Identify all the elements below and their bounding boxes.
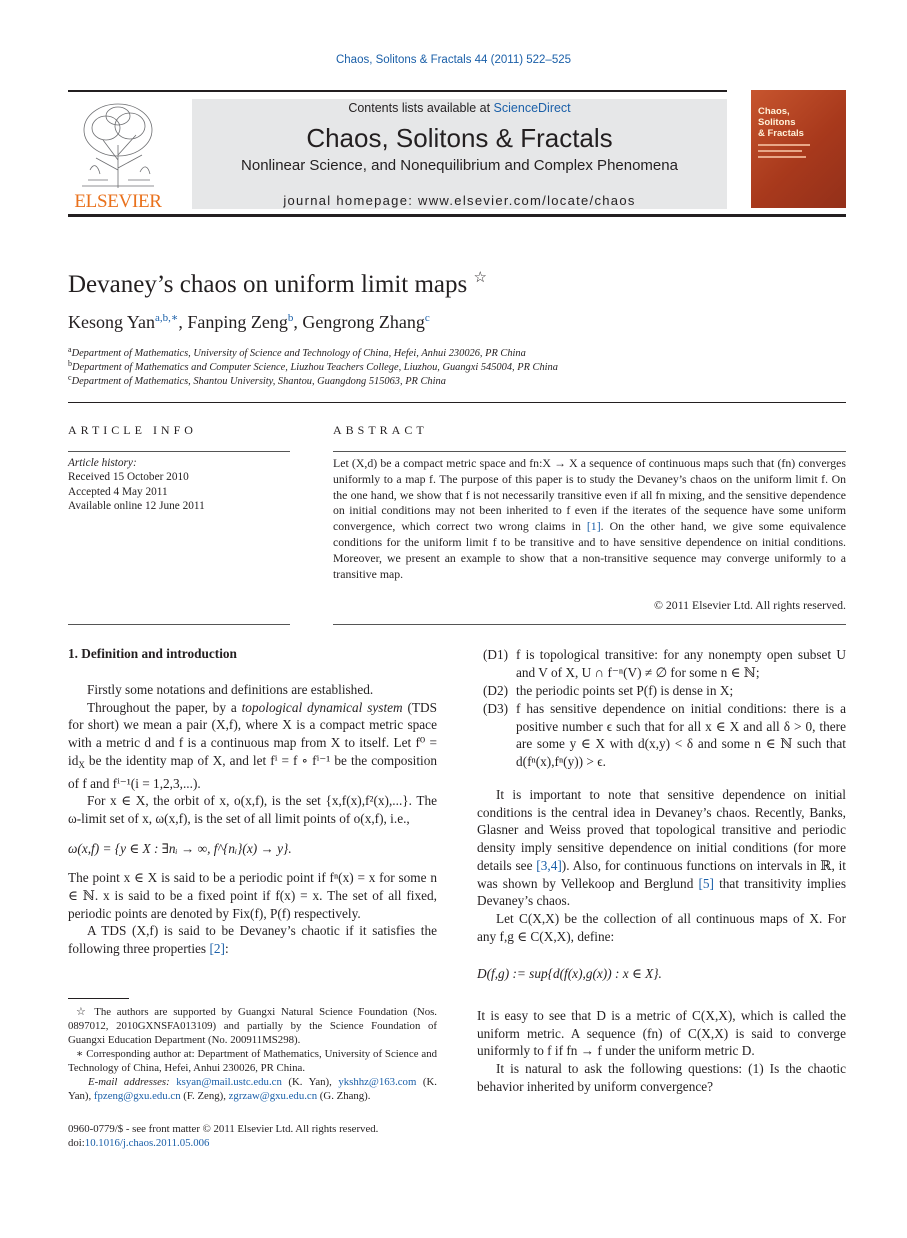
definition-item: [477, 700, 846, 771]
text-run: topological dynamical system: [241, 699, 403, 715]
contents-line: [192, 101, 727, 115]
item-label: (D2): [483, 683, 509, 698]
author-name: Fanping Zeng: [187, 312, 288, 332]
text-run: Throughout the paper, by a: [87, 699, 242, 715]
left-column: [68, 681, 437, 958]
received-date: Received 15 October 2010: [68, 471, 189, 484]
cover-title-line: Solitons: [758, 117, 796, 128]
text-run: that transitivity implies Devaney’s chaos.: [477, 875, 846, 909]
contents-prefix: Contents lists available at: [348, 101, 494, 115]
ref-link[interactable]: [2]: [209, 941, 225, 957]
equation-uniform-metric: D(f,g) := sup{d(f(x),g(x)) : x ∈ X}.: [477, 966, 662, 982]
affiliation-text: Department of Mathematics, Shantou University, Shantou, Guangdong 515063, PR China: [71, 376, 446, 387]
definition-item: [477, 682, 846, 700]
abstract-rule: [333, 451, 846, 452]
paragraph: [477, 786, 846, 910]
email-owner: (F. Zeng),: [180, 1090, 229, 1102]
footnote-corresponding: ∗ Corresponding author at: Department of Mathematics, University of Science and Technology of China, Hefei, Anhui 230026, PR China.: [68, 1048, 437, 1074]
email-label: E-mail addresses:: [88, 1076, 170, 1088]
email-link[interactable]: ykshhz@163.com: [338, 1076, 417, 1088]
equation-omega-limit: ω(x,f) = {y ∈ X : ∃nᵢ → ∞, f^{nᵢ}(x) → y}.: [68, 840, 292, 856]
abstract-text: Let (X,d) be a compact metric space and fn:X → X a sequence of continuous maps such that (fn) converges uniformly to a map f. The purpose of this paper is to study the Devaney’s chaos on the uniform limit f. On the one hand, we show that f is not necessarily transitive even if all fn mixing, and the sensitive dependence on initial conditions may not been inherited to f even if the iterates of the sequence have some uniform convergence, which correct two wrong claims in: [333, 456, 846, 534]
paragraph: Let C(X,X) be the collection of all continuous maps of X. For any f,g ∈ C(X,X), define:: [477, 910, 846, 944]
item-body: the periodic points set P(f) is dense in X;: [516, 683, 734, 698]
abstract-ref-link[interactable]: [1]: [586, 519, 601, 534]
cover-decoration: [758, 150, 802, 152]
paragraph: Firstly some notations and definitions are established.: [87, 682, 374, 697]
affiliation-mark: a: [68, 345, 72, 354]
header-bottom-rule: [68, 214, 846, 217]
item-label: (D1): [483, 647, 509, 662]
affiliation-mark: b: [68, 359, 72, 368]
journal-title: Chaos, Solitons & Fractals: [306, 123, 613, 153]
doi-link[interactable]: 10.1016/j.chaos.2011.05.006: [84, 1137, 210, 1149]
abstract-text: . On the other hand, we give some equivalence conditions for the uniform limit f to be transitive and to have sensitive dependence on initial conditions. Moreover, we present an example to show that a non-transitive sequence may converge uniformly to a transitive map.: [333, 519, 846, 581]
paragraph: [68, 699, 437, 793]
item-body: f is topological transitive: for any nonempty open subset U and V of X, U ∩ f⁻ⁿ(V) ≠ ∅ for some n ∈ ℕ;: [516, 647, 846, 680]
journal-banner: [192, 99, 727, 209]
doi-label: doi:: [68, 1137, 85, 1149]
cover-decoration: [758, 144, 810, 146]
abstract-heading: ABSTRACT: [333, 423, 428, 437]
email-link[interactable]: ksyan@mail.ustc.edu.cn: [176, 1076, 282, 1088]
cover-decoration: [758, 156, 806, 158]
text-run: :: [224, 941, 229, 957]
affiliation-text: Department of Mathematics, University of Science and Technology of China, Hefei, Anhui 230026, PR China: [71, 348, 526, 359]
cover-title-line: & Fractals: [758, 128, 804, 139]
author-separator: ,: [178, 312, 188, 332]
right-column: [477, 646, 846, 1116]
header-top-rule: [68, 90, 727, 92]
elsevier-logo: [68, 100, 168, 210]
item-body: f has sensitive dependence on initial conditions: there is a positive number ϵ such that for all x ∈ X and all δ > 0, there are some y ∈ X with d(x,y) < δ and some n ∈ ℕ such that d(fⁿ(x),fⁿ(y)) > ϵ.: [516, 701, 846, 770]
text-run: be the identity map of X, and let fⁱ = f ∘ fⁱ⁻¹ be the composition of f and fⁱ⁻¹(i = 1,2,3,...).: [68, 752, 437, 791]
footnotes: [68, 1005, 437, 1103]
affiliation-text: Department of Mathematics and Computer Science, Liuzhou Teachers College, Liuzhou, Guangxi 545004, PR China: [72, 362, 558, 373]
cover-title-line: Chaos,: [758, 106, 790, 117]
title-footnote-mark[interactable]: ☆: [473, 270, 487, 286]
accepted-date: Accepted 4 May 2011: [68, 485, 168, 498]
article-info-bottom-rule: [68, 624, 290, 625]
section-heading: 1. Definition and introduction: [68, 646, 237, 661]
article-title: [68, 268, 487, 299]
affiliation: [68, 373, 446, 387]
abstract-body: [333, 456, 846, 582]
footnote-rule: [68, 998, 129, 999]
author-affil-mark[interactable]: b: [287, 312, 294, 324]
article-history: [68, 456, 205, 513]
email-owner: (K. Yan),: [281, 1076, 339, 1088]
journal-cover: [751, 90, 846, 208]
copyright: © 2011 Elsevier Ltd. All rights reserved.: [654, 598, 846, 612]
paragraph: [68, 922, 437, 957]
article-title-text: Devaney’s chaos on uniform limit maps: [68, 271, 468, 298]
text-run: A TDS (X,f) is said to be Devaney’s chaotic if it satisfies the following three properties: [68, 923, 437, 957]
online-date: Available online 12 June 2011: [68, 499, 205, 512]
author-affil-mark[interactable]: c: [424, 312, 430, 324]
definition-item: [477, 646, 846, 681]
author-name: Kesong Yan: [68, 312, 156, 332]
affiliation: [68, 345, 526, 359]
front-matter: [68, 1122, 448, 1150]
footnote-emails: [68, 1075, 437, 1103]
history-label: Article history:: [68, 457, 137, 469]
front-matter-line: 0960-0779/$ - see front matter © 2011 Elsevier Ltd. All rights reserved.: [68, 1123, 379, 1135]
paragraph: For x ∈ X, the orbit of x, o(x,f), is the set {x,f(x),f²(x),...}. The ω-limit set of x, ω(x,f), is the set of all limit points of o(x,f), i.e.,: [68, 793, 437, 826]
paragraph: The point x ∈ X is said to be a periodic point if fⁿ(x) = x for some n ∈ ℕ. x is said to be a fixed point if f(x) = x. The set of all fixed, periodic points are denoted by Fix(f), P(f) respectively.: [68, 870, 437, 921]
article-info-rule: [68, 451, 290, 452]
item-label: (D3): [483, 701, 509, 716]
author-name: Gengrong Zhang: [302, 312, 425, 332]
elsevier-tree-icon: [68, 100, 168, 190]
text-run: It is important to note that sensitive dependence on initial conditions is the central idea in Devaney’s chaos. Recently, Banks, Glasner and Weiss proved that topological transitive and periodic density imply sensitive dependence on initial conditions (for more details see: [477, 787, 846, 873]
text-run: ). Also, for continuous functions on intervals in ℝ, it was shown by Vellekoop and Berglund: [477, 857, 846, 891]
text-run: (TDS for short) we mean a pair (X,f), where X is a compact metric space with a metric d and f is a continuous map from X to itself. Let f⁰ = id: [68, 699, 437, 768]
affiliation: [68, 359, 558, 373]
affiliation-mark: c: [68, 373, 72, 382]
cover-title: [758, 106, 804, 139]
email-link[interactable]: fpzeng@gxu.edu.cn: [93, 1090, 181, 1102]
doi-line: [68, 1136, 448, 1150]
email-link[interactable]: zgrzaw@gxu.edu.cn: [228, 1090, 318, 1102]
abstract-bottom-rule: [333, 624, 846, 625]
footnote-funding: ☆ The authors are supported by Guangxi Natural Science Foundation (Nos. 0897012, 2010GXNSFA013109) and partially by the Science Foundation of Guangxi Education Department (No. 200911MS298).: [68, 1006, 437, 1046]
journal-homepage[interactable]: journal homepage: www.elsevier.com/locate/chaos: [283, 193, 636, 208]
author-list: [68, 311, 430, 333]
ref-link[interactable]: [5]: [698, 875, 714, 891]
paragraph: It is easy to see that D is a metric of C(X,X), which is called the uniform metric. A sequence (fn) of C(X,X) is said to converge uniformly to f if fn → f under the uniform metric D.: [477, 1008, 846, 1059]
article-info-heading: ARTICLE INFO: [68, 423, 197, 437]
email-owner: (G. Zhang).: [317, 1090, 371, 1102]
journal-citation[interactable]: Chaos, Solitons & Fractals 44 (2011) 522–525: [335, 54, 572, 66]
author-affil-mark[interactable]: a,b,∗: [155, 312, 179, 324]
author-separator: ,: [293, 312, 303, 332]
right-body: [477, 786, 846, 1096]
journal-subtitle: Nonlinear Science, and Nonequilibrium and Complex Phenomena: [241, 157, 678, 174]
elsevier-wordmark[interactable]: ELSEVIER: [74, 191, 162, 212]
text-run: X: [78, 759, 85, 770]
email-owner: (K. Yan),: [68, 1076, 437, 1102]
divider-rule: [68, 402, 846, 403]
paragraph: It is natural to ask the following questions: (1) Is the chaotic behavior inherited by uniform convergence?: [477, 1061, 846, 1094]
ref-link[interactable]: [3,4]: [536, 857, 562, 873]
sciencedirect-link[interactable]: ScienceDirect: [493, 101, 571, 115]
